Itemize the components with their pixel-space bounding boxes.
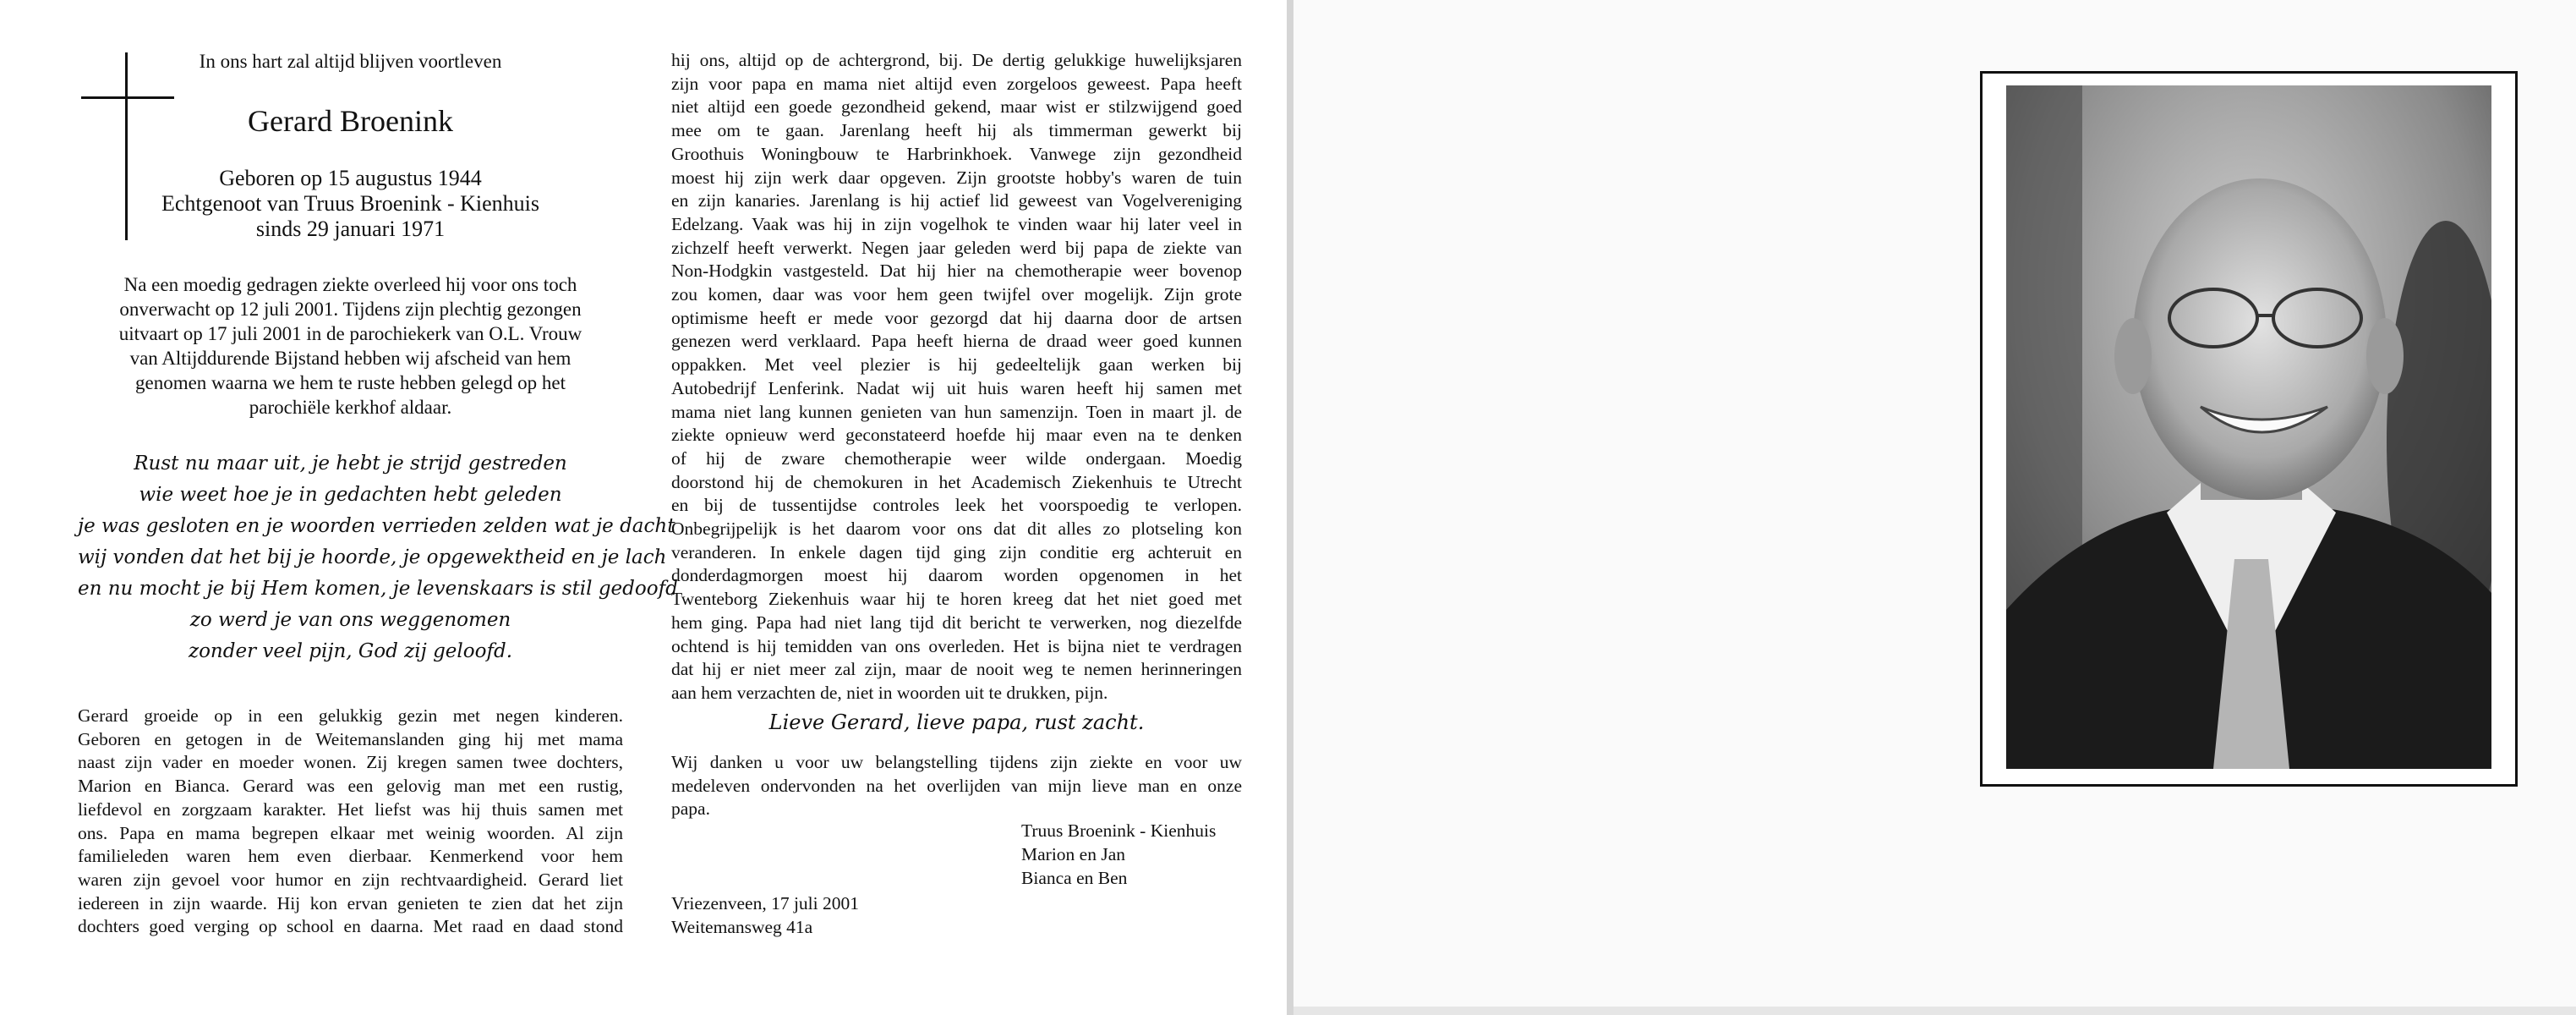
bio-line: dat hij er niet meer zal zijn, maar de nooit weg te nemen herinneringen <box>671 659 1242 680</box>
bio-line: doorstond hij de chemokuren in het Academisch Ziekenhuis te Utrecht <box>671 471 1242 492</box>
bio-line: genezen werd verklaard. Papa heeft hierna de draad weer goed kunnen <box>671 331 1242 352</box>
bio-line: Gerard groeide op in een gelukkig gezin met negen kinderen. <box>78 705 623 726</box>
signer: Bianca en Ben <box>1021 868 1128 888</box>
poem-line: je was gesloten en je woorden verrieden zelden wat je dacht <box>78 515 675 537</box>
bio-line: familieleden waren hem even dierbaar. Kenmerkend voor hem <box>78 846 623 867</box>
poem-line: wie weet hoe je in gedachten hebt geleden <box>139 484 562 506</box>
bio-line: of hij de zware chemotherapie weer wilde ondergaan. Moedig <box>671 447 1242 469</box>
birth-and-marriage <box>78 166 623 242</box>
death-notice-line: uitvaart op 17 juli 2001 in de parochiekerk van O.L. Vrouw <box>118 323 582 344</box>
bio-line: zijn voor papa en mama niet altijd even zorgeloos geweest. Papa heeft <box>671 73 1242 94</box>
bio-line: dochters goed verging op school en daarna. Met raad en daad stond <box>78 916 623 937</box>
bio-line: mama niet lang kunnen genieten van hun samenzijn. Toen in maart jl. de <box>671 401 1242 422</box>
spouse: Echtgenoot van Truus Broenink - Kienhuis <box>161 191 540 216</box>
bio-line: aan hem verzachten de, niet in woorden uit te drukken, pijn. <box>671 682 1108 703</box>
bio-line: donderdagmorgen moest hij daarom worden opgenomen in het <box>671 565 1242 586</box>
bio-line: Groothuis Woningbouw te Harbrinkhoek. Vanwege zijn gezondheid <box>671 143 1242 164</box>
bio-line: iedereen in zijn waarde. Hij kon ervan genieten te zien dat het zijn <box>78 892 623 914</box>
poem <box>78 448 678 667</box>
card-fold <box>1287 0 1293 1015</box>
signer: Truus Broenink - Kienhuis <box>1021 820 1217 841</box>
bio-line: Geboren en getogen in de Weitemanslanden ging hij met mama <box>78 728 623 749</box>
poem-line: zonder veel pijn, God zij geloofd. <box>188 640 513 662</box>
thanks-line: Wij danken u voor uw belangstelling tijdens zijn ziekte en voor uw <box>671 752 1242 772</box>
thanks-line: papa. <box>671 798 710 820</box>
bio-line: Twenteborg Ziekenhuis waar hij te horen kreeg dat het niet goed met <box>671 589 1242 610</box>
bio-line: Marion en Bianca. Gerard was een gelovig man met een rustig, <box>78 776 623 797</box>
place-and-address <box>671 892 859 939</box>
bio-line: mee om te gaan. Jarenlang heeft hij als timmerman gewerkt bij <box>671 120 1242 141</box>
bio-line: waren zijn gevoel voor humor en zijn rechtvaardigheid. Gerard liet <box>78 869 623 890</box>
signers <box>1021 819 1216 890</box>
bio-line: oppakken. Met veel plezier is hij gedeeltelijk gaan werken bij <box>671 354 1242 376</box>
bio-line: Non-Hodgkin vastgesteld. Dat hij hier na chemotherapie weer bovenop <box>671 261 1242 282</box>
deceased-name: Gerard Broenink <box>248 104 453 138</box>
death-notice-line: parochiële kerkhof aldaar. <box>249 397 452 418</box>
death-notice-line: onverwacht op 12 juli 2001. Tijdens zijn plechtig gezongen <box>119 299 582 320</box>
poem-line: zo werd je van ons weggenomen <box>189 609 511 631</box>
biography-part-2 <box>671 49 1242 705</box>
bio-line: ziekte opnieuw werd geconstateerd hoefde hij maar even na te denken <box>671 425 1242 446</box>
bio-line: zou komen, daar was voor hem geen twijfel over mogelijk. Zijn grote <box>671 284 1242 305</box>
bio-line: Edelzang. Vaak was hij in zijn vogelhok te vinden waar hij later veel in <box>671 213 1242 234</box>
card-inner-left-page <box>0 0 1287 1015</box>
death-notice-line: genomen waarna we hem te ruste hebben gelegd op het <box>135 372 566 393</box>
bio-line: veranderen. In enkele dagen tijd ging zijn conditie erg achteruit en <box>671 541 1242 562</box>
signer: Marion en Jan <box>1021 844 1125 864</box>
poem-line: wij vonden dat het bij je hoorde, je opgewektheid en je lach <box>78 546 667 568</box>
bio-line: ons. Papa en mama begrepen elkaar met weinig woorden. Al zijn <box>78 822 623 843</box>
birth-date: Geboren op 15 augustus 1944 <box>219 166 482 190</box>
poem-line: Rust nu maar uit, je hebt je strijd gestreden <box>134 453 567 475</box>
portrait-photo <box>2006 85 2491 769</box>
bio-line: Onbegrijpelijk is het daarom voor ons dat dit alles zo plotseling kon <box>671 518 1242 540</box>
bio-line: en bij de tussentijdse controles leek het voorspoedig te verlopen. <box>671 495 1242 516</box>
married-since: sinds 29 januari 1971 <box>255 217 446 241</box>
address: Weitemansweg 41a <box>671 917 813 937</box>
bio-line: hem ging. Papa had niet lang tijd dit bericht te verwerken, nog diezelfde <box>671 612 1242 633</box>
bio-line: Autobedrijf Lenferink. Nadat wij uit huis waren heeft hij samen met <box>671 377 1242 398</box>
death-notice <box>78 272 623 420</box>
place-date: Vriezenveen, 17 juli 2001 <box>671 893 860 914</box>
bio-line: liefdevol en zorgzaam karakter. Het liefst was hij thuis samen met <box>78 798 623 820</box>
biography-part-1 <box>78 705 623 939</box>
bio-line: niet altijd een goede gezondheid gekend, maar wist er stilzwijgend goed <box>671 96 1242 118</box>
poem-line: en nu mocht je bij Hem komen, je levenskaars is stil gedoofd <box>78 578 678 600</box>
thanks-line: medeleven ondervonden na het overlijden van mijn lieve man en onze <box>671 775 1242 796</box>
bio-line: optimisme heeft er mede voor gezorgd dat hij daarna door de artsen <box>671 307 1242 328</box>
photo-frame <box>1980 71 2518 787</box>
portrait-illustration <box>2006 85 2491 769</box>
motto: In ons hart zal altijd blijven voortleven <box>199 51 502 72</box>
cross-icon-bar <box>81 96 174 99</box>
bio-line: zichzelf heeft verwerkt. Negen jaar geleden werd bij papa de ziekte van <box>671 237 1242 258</box>
farewell: Lieve Gerard, lieve papa, rust zacht. <box>768 710 1145 734</box>
bio-line: naast zijn vader en moeder wonen. Zij kregen samen twee dochters, <box>78 752 623 773</box>
bio-line: en zijn kanaries. Jarenlang is hij actief lid geweest van Vogelvereniging <box>671 190 1242 211</box>
bio-line: hij ons, altijd op de achtergrond, bij. De dertig gelukkige huwelijksjaren <box>671 50 1242 70</box>
bio-line: moest hij zijn werk daar opgeven. Zijn grootste hobby's waren de tuin <box>671 167 1242 188</box>
death-notice-line: Na een moedig gedragen ziekte overleed hij voor ons toch <box>123 274 577 295</box>
death-notice-line: van Altijddurende Bijstand hebben wij afscheid van hem <box>129 348 572 369</box>
bio-line: ochtend is hij temidden van ons overleden. Het is bijna niet te verdragen <box>671 635 1242 656</box>
thanks <box>671 751 1242 821</box>
